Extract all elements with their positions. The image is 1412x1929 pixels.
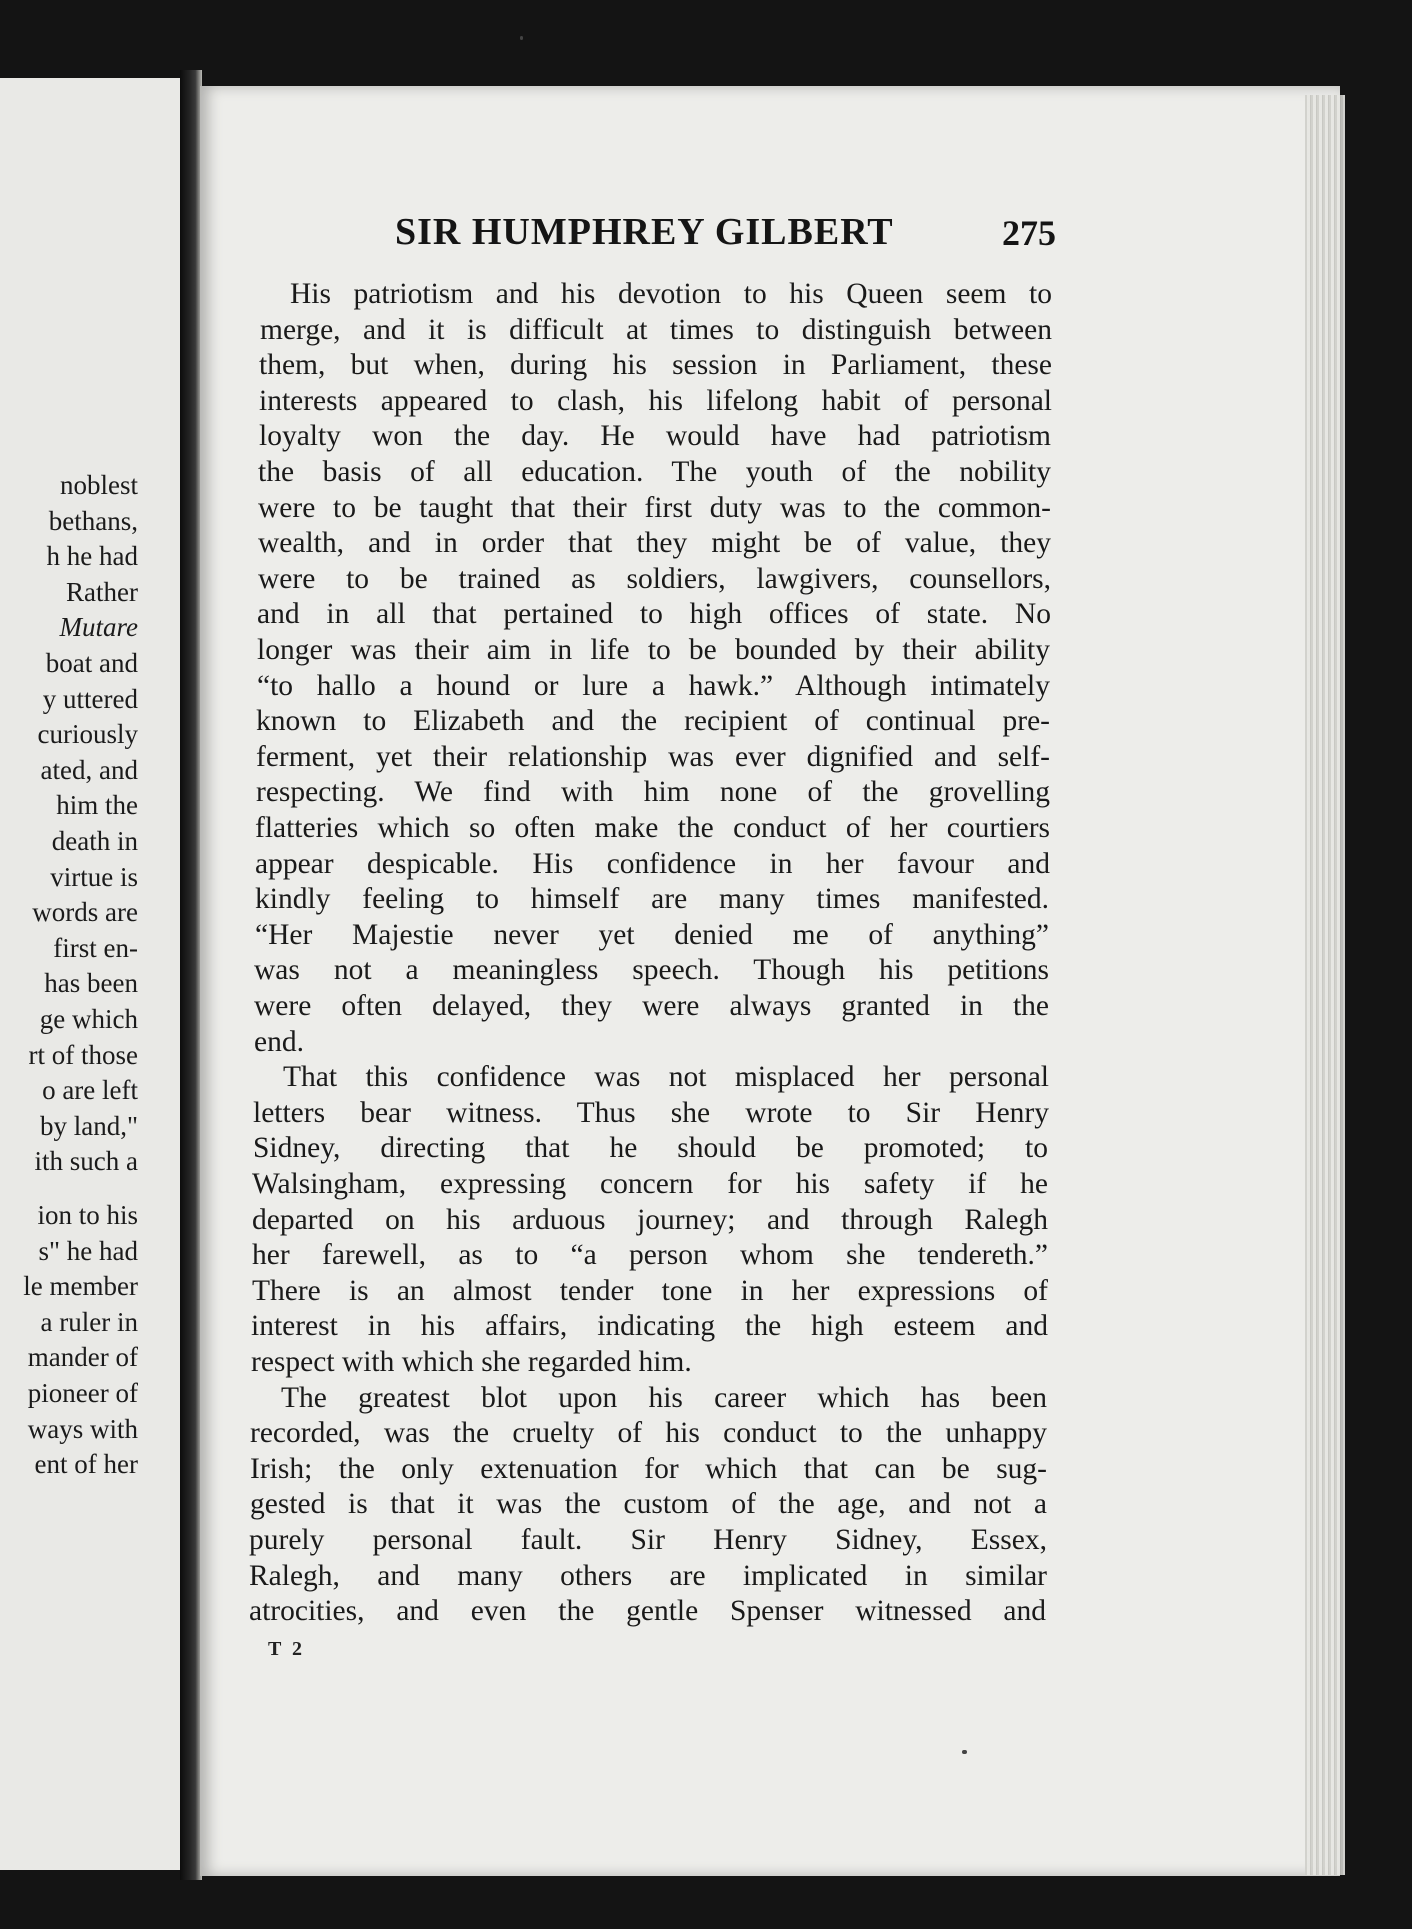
- left-page-line: ge which: [39, 1004, 138, 1034]
- scan-speck: [520, 36, 523, 40]
- body-line: were to be taught that their first duty was to the common-: [258, 491, 1051, 524]
- body-line: them, but when, during his session in Parliament, these: [259, 349, 1052, 382]
- left-page-line: death in: [51, 826, 138, 856]
- left-page-line: mander of: [27, 1342, 138, 1373]
- body-line: There is an almost tender tone in her expressions of: [252, 1274, 1048, 1307]
- body-line: “to hallo a hound or lure a hawk.” Although intimately: [257, 669, 1050, 702]
- body-line: kindly feeling to himself are many times manifested.: [255, 883, 1049, 916]
- left-page-line: s" he had: [38, 1235, 138, 1266]
- signature-mark: T 2: [268, 1638, 305, 1660]
- body-line: His patriotism and his devotion to his Queen seem to: [290, 278, 1052, 310]
- left-page-line: Rather: [66, 576, 138, 607]
- left-page-line: ated, and: [40, 754, 138, 785]
- left-page-line: o are left: [42, 1075, 138, 1106]
- body-line: purely personal fault. Sir Henry Sidney, Essex,: [249, 1524, 1047, 1556]
- body-line: ferment, yet their relationship was ever dignified and self-: [256, 740, 1050, 773]
- left-page-line: rt of those: [28, 1039, 138, 1070]
- body-line: respect with which she regarded him.: [251, 1346, 692, 1378]
- body-line: and in all that pertained to high offices of state. No: [257, 598, 1051, 631]
- running-head: SIR HUMPHREY GILBERT: [395, 211, 894, 253]
- body-line: That this confidence was not misplaced her personal: [283, 1061, 1049, 1094]
- left-page-line: first en-: [53, 932, 138, 963]
- body-line: atrocities, and even the gentle Spenser witnessed and: [249, 1595, 1046, 1628]
- left-page-line: h he had: [46, 541, 138, 572]
- body-line: Ralegh, and many others are implicated in similar: [249, 1559, 1047, 1592]
- body-line: the basis of all education. The youth of the nobility: [258, 456, 1051, 488]
- body-line: longer was their aim in life to be bounded by their ability: [257, 634, 1050, 666]
- left-page-line: bethans,: [48, 505, 138, 536]
- book-gutter: [180, 70, 202, 1880]
- left-page-line: y uttered: [42, 683, 138, 714]
- left-page-line: by land,": [39, 1110, 138, 1141]
- body-line: interests appeared to clash, his lifelong habit of personal: [259, 384, 1052, 417]
- body-line: Sidney, directing that he should be promoted; to: [253, 1132, 1048, 1165]
- body-line: “Her Majestie never yet denied me of anything”: [255, 918, 1049, 951]
- page-edge-texture: [1305, 95, 1345, 1875]
- left-page-line: him the: [56, 790, 138, 821]
- body-line: appear despicable. His confidence in her favour and: [255, 847, 1050, 880]
- body-line: flatteries which so often make the conduct of her courtiers: [255, 812, 1050, 844]
- left-page-line: has been: [44, 968, 138, 999]
- scan-speck: [962, 1750, 967, 1754]
- body-line: were to be trained as soldiers, lawgivers, counsellors,: [258, 562, 1051, 595]
- body-line: Irish; the only extenuation for which that can be sug-: [250, 1452, 1047, 1485]
- left-page-line: Mutare: [59, 612, 138, 643]
- body-line: end.: [254, 1025, 304, 1058]
- left-page-line: ways with: [27, 1413, 138, 1444]
- left-page-line: pioneer of: [27, 1378, 138, 1408]
- body-line: departed on his arduous journey; and through Ralegh: [252, 1203, 1048, 1236]
- left-page-line: ith such a: [34, 1146, 138, 1177]
- left-page-line: curiously: [37, 719, 138, 750]
- body-line: respecting. We find with him none of the grovelling: [256, 776, 1050, 809]
- body-line: were often delayed, they were always granted in the: [254, 990, 1049, 1022]
- body-line: interest in his affairs, indicating the high esteem and: [251, 1310, 1048, 1343]
- left-page-line: ion to his: [37, 1200, 138, 1230]
- left-page-line: boat and: [45, 648, 138, 678]
- left-page-line: ent of her: [34, 1449, 138, 1480]
- body-line: was not a meaningless speech. Though his petitions: [254, 954, 1049, 987]
- body-line: Walsingham, expressing concern for his safety if he: [252, 1168, 1048, 1200]
- body-line: loyalty won the day. He would have had patriotism: [259, 420, 1051, 453]
- page-number: 275: [1002, 213, 1056, 253]
- body-line: her farewell, as to “a person whom she tendereth.”: [252, 1239, 1048, 1272]
- body-line: wealth, and in order that they might be of value, they: [258, 527, 1051, 560]
- body-line: recorded, was the cruelty of his conduct to the unhappy: [250, 1417, 1047, 1450]
- left-page-line: words are: [32, 897, 138, 928]
- body-line: The greatest blot upon his career which has been: [281, 1381, 1047, 1414]
- body-line: merge, and it is difficult at times to distinguish between: [260, 313, 1052, 346]
- left-page-line: a ruler in: [40, 1306, 138, 1337]
- body-line: known to Elizabeth and the recipient of continual pre-: [256, 705, 1050, 738]
- left-page-line: le member: [23, 1271, 138, 1302]
- body-line: gested is that it was the custom of the age, and not a: [250, 1488, 1047, 1521]
- left-page-line: noblest: [60, 470, 138, 500]
- left-page: [0, 78, 180, 1870]
- body-line: letters bear witness. Thus she wrote to Sir Henry: [253, 1096, 1049, 1129]
- left-page-line: virtue is: [50, 861, 138, 892]
